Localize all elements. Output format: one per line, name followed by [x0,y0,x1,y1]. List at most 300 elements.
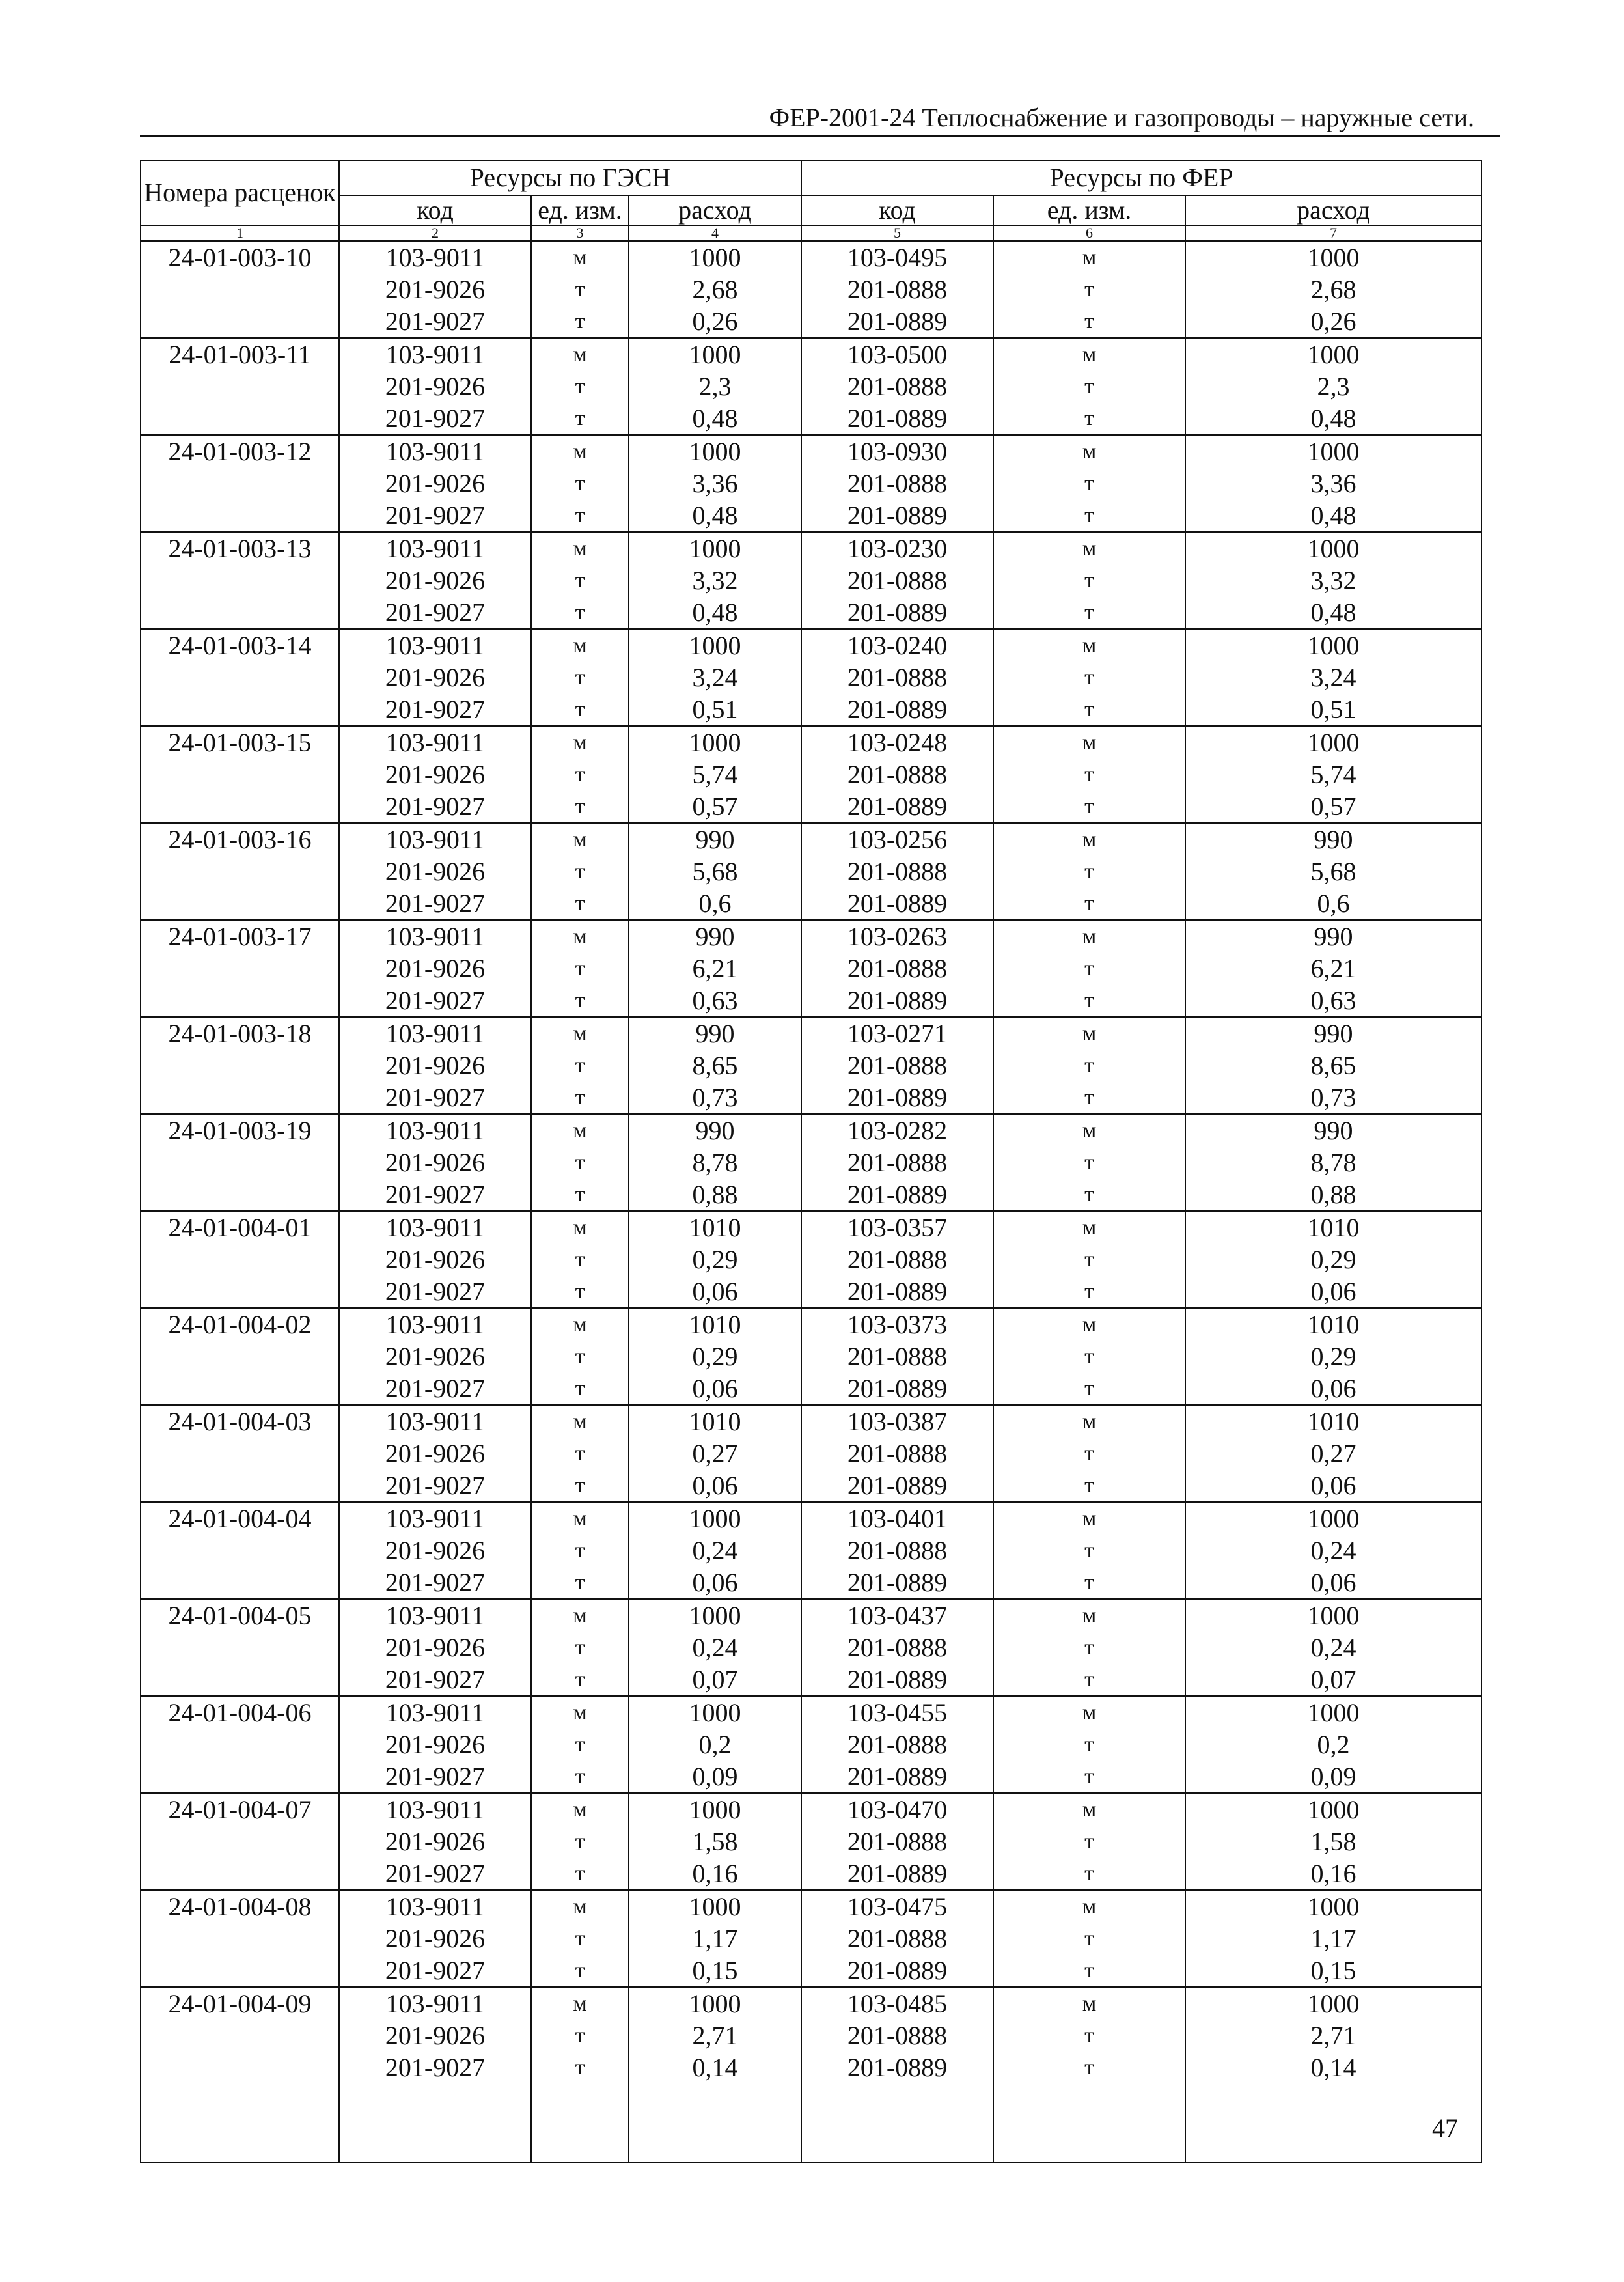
empty-cell [993,2083,1185,2162]
fer-unit-cell: м [993,1405,1185,1438]
table-row [141,1793,1481,1826]
gesn-qty-cell: 1,58 [629,1826,801,1858]
fer-unit-cell: м [993,823,1185,856]
fer-unit-cell: т [993,467,1185,499]
fer-code-cell: 103-0500 [801,338,993,370]
col-group-gesn: Ресурсы по ГЭСН [339,160,801,195]
fer-qty-cell: 8,65 [1185,1050,1481,1081]
table-row [141,499,1481,532]
gesn-code-cell: 201-9026 [339,370,531,402]
gesn-code-cell: 201-9026 [339,1826,531,1858]
fer-qty-cell: 0,07 [1185,1663,1481,1696]
fer-qty-cell: 1000 [1185,1890,1481,1923]
fer-qty-cell: 0,24 [1185,1632,1481,1663]
fer-unit-cell: т [993,1858,1185,1890]
gesn-unit-cell: т [531,370,629,402]
gesn-unit-cell: т [531,564,629,596]
gesn-unit-cell: м [531,1405,629,1438]
gesn-qty-cell: 0,16 [629,1858,801,1890]
fer-qty-cell: 0,2 [1185,1729,1481,1760]
fer-code-cell: 201-0889 [801,596,993,629]
fer-unit-cell: т [993,1147,1185,1178]
fer-unit-cell: м [993,241,1185,273]
gesn-code-cell: 103-9011 [339,1696,531,1729]
gesn-code-cell: 201-9027 [339,1372,531,1405]
fer-qty-cell: 1000 [1185,532,1481,564]
table-row [141,984,1481,1017]
fer-qty-cell: 0,48 [1185,499,1481,532]
gesn-qty-cell: 1000 [629,726,801,758]
table-row [141,920,1481,953]
fer-unit-cell: т [993,1826,1185,1858]
resources-table [140,160,1482,2163]
gesn-unit-cell: м [531,1308,629,1341]
col-index: 1 [141,225,339,241]
gesn-code-cell: 201-9027 [339,1081,531,1114]
fer-qty-cell: 990 [1185,823,1481,856]
fer-unit-cell: т [993,1372,1185,1405]
gesn-qty-cell: 1000 [629,338,801,370]
gesn-qty-cell: 0,88 [629,1178,801,1211]
gesn-qty-cell: 3,36 [629,467,801,499]
gesn-qty-cell: 6,21 [629,953,801,984]
table-row [141,532,1481,564]
gesn-code-cell: 201-9026 [339,564,531,596]
col-index: 4 [629,225,801,241]
gesn-code-cell: 103-9011 [339,823,531,856]
table-row [141,1050,1481,1081]
fer-qty-cell: 2,68 [1185,273,1481,305]
table-row [141,1923,1481,1955]
gesn-code-cell: 201-9027 [339,596,531,629]
gesn-qty-cell: 0,24 [629,1535,801,1566]
gesn-unit-cell: т [531,1372,629,1405]
fer-code-cell: 103-0470 [801,1793,993,1826]
fer-qty-cell: 1000 [1185,1987,1481,2020]
table-row [141,1599,1481,1632]
table-row [141,370,1481,402]
gesn-unit-cell: т [531,1147,629,1178]
table-row [141,467,1481,499]
gesn-unit-cell: м [531,1114,629,1147]
col-header-fer-unit: ед. изм. [993,195,1185,225]
col-header-gesn-code: код [339,195,531,225]
table-row [141,1696,1481,1729]
gesn-code-cell: 201-9027 [339,1955,531,1987]
fer-code-cell: 103-0485 [801,1987,993,2020]
gesn-qty-cell: 0,73 [629,1081,801,1114]
fer-unit-cell: м [993,1114,1185,1147]
gesn-qty-cell: 0,06 [629,1469,801,1502]
fer-qty-cell: 0,29 [1185,1341,1481,1372]
gesn-code-cell: 103-9011 [339,920,531,953]
gesn-code-cell: 201-9027 [339,1858,531,1890]
gesn-qty-cell: 1000 [629,1890,801,1923]
fer-unit-cell: м [993,1696,1185,1729]
gesn-unit-cell: м [531,435,629,467]
gesn-unit-cell: т [531,596,629,629]
fer-unit-cell: т [993,1050,1185,1081]
fer-qty-cell: 0,16 [1185,1858,1481,1890]
gesn-qty-cell: 0,51 [629,693,801,726]
gesn-code-cell: 103-9011 [339,241,531,273]
gesn-unit-cell: т [531,953,629,984]
table-row [141,629,1481,661]
fer-unit-cell: т [993,758,1185,790]
gesn-code-cell: 103-9011 [339,532,531,564]
fer-code-cell: 201-0888 [801,1826,993,1858]
gesn-code-cell: 201-9026 [339,1632,531,1663]
gesn-unit-cell: т [531,1050,629,1081]
gesn-unit-cell: м [531,1211,629,1244]
rate-number: 24-01-003-17 [141,920,339,1017]
fer-code-cell: 201-0889 [801,499,993,532]
fer-qty-cell: 0,06 [1185,1469,1481,1502]
gesn-code-cell: 201-9027 [339,499,531,532]
page-header: ФЕР-2001-24 Теплоснабжение и газопроводы – наружные сети. [769,103,1474,132]
fer-code-cell: 103-0230 [801,532,993,564]
fer-code-cell: 201-0889 [801,305,993,338]
fer-qty-cell: 3,32 [1185,564,1481,596]
fer-unit-cell: м [993,1308,1185,1341]
fer-qty-cell: 0,09 [1185,1760,1481,1793]
gesn-qty-cell: 0,06 [629,1372,801,1405]
gesn-unit-cell: т [531,467,629,499]
fer-unit-cell: т [993,790,1185,823]
fer-qty-cell: 0,27 [1185,1438,1481,1469]
gesn-qty-cell: 0,63 [629,984,801,1017]
gesn-code-cell: 201-9027 [339,790,531,823]
fer-unit-cell: т [993,1760,1185,1793]
gesn-code-cell: 103-9011 [339,1405,531,1438]
gesn-code-cell: 103-9011 [339,338,531,370]
gesn-unit-cell: м [531,823,629,856]
gesn-unit-cell: т [531,661,629,693]
fer-qty-cell: 0,88 [1185,1178,1481,1211]
fer-qty-cell: 3,36 [1185,467,1481,499]
table-row [141,435,1481,467]
table-row [141,726,1481,758]
gesn-unit-cell: т [531,402,629,435]
gesn-qty-cell: 990 [629,1017,801,1050]
gesn-unit-cell: т [531,1632,629,1663]
table-row [141,953,1481,984]
fer-qty-cell: 0,26 [1185,305,1481,338]
fer-qty-cell: 1000 [1185,241,1481,273]
fer-unit-cell: т [993,1923,1185,1955]
gesn-qty-cell: 0,07 [629,1663,801,1696]
fer-qty-cell: 2,71 [1185,2020,1481,2052]
fer-code-cell: 201-0889 [801,402,993,435]
table-row [141,758,1481,790]
fer-unit-cell: т [993,1632,1185,1663]
gesn-qty-cell: 5,68 [629,856,801,887]
gesn-qty-cell: 0,2 [629,1729,801,1760]
table-row [141,1244,1481,1275]
table-row [141,1275,1481,1308]
rate-number: 24-01-003-10 [141,241,339,338]
gesn-qty-cell: 1000 [629,241,801,273]
gesn-qty-cell: 3,24 [629,661,801,693]
fer-unit-cell: т [993,564,1185,596]
gesn-qty-cell: 0,29 [629,1244,801,1275]
fer-code-cell: 201-0888 [801,661,993,693]
table-row [141,1890,1481,1923]
rate-number: 24-01-003-16 [141,823,339,920]
fer-unit-cell: т [993,1955,1185,1987]
fer-qty-cell: 1000 [1185,435,1481,467]
fer-qty-cell: 8,78 [1185,1147,1481,1178]
fer-code-cell: 103-0357 [801,1211,993,1244]
gesn-qty-cell: 0,57 [629,790,801,823]
gesn-qty-cell: 0,48 [629,499,801,532]
gesn-qty-cell: 0,26 [629,305,801,338]
fer-qty-cell: 1000 [1185,1502,1481,1535]
gesn-qty-cell: 990 [629,823,801,856]
gesn-code-cell: 103-9011 [339,1599,531,1632]
gesn-code-cell: 201-9026 [339,1147,531,1178]
table-row [141,338,1481,370]
gesn-unit-cell: т [531,1663,629,1696]
fer-code-cell: 201-0888 [801,1632,993,1663]
fer-qty-cell: 1000 [1185,1793,1481,1826]
table-row [141,1341,1481,1372]
fer-unit-cell: м [993,338,1185,370]
gesn-unit-cell: т [531,499,629,532]
gesn-code-cell: 201-9026 [339,1438,531,1469]
fer-unit-cell: т [993,1729,1185,1760]
fer-unit-cell: м [993,1987,1185,2020]
gesn-qty-cell: 2,3 [629,370,801,402]
fer-unit-cell: т [993,1341,1185,1372]
gesn-code-cell: 201-9026 [339,1535,531,1566]
fer-code-cell: 103-0401 [801,1502,993,1535]
fer-qty-cell: 1000 [1185,726,1481,758]
table-row [141,273,1481,305]
table-row [141,1178,1481,1211]
col-index: 7 [1185,225,1481,241]
gesn-unit-cell: т [531,1469,629,1502]
gesn-code-cell: 201-9026 [339,1050,531,1081]
gesn-unit-cell: м [531,1793,629,1826]
rate-number: 24-01-004-06 [141,1696,339,1793]
fer-qty-cell: 6,21 [1185,953,1481,984]
gesn-code-cell: 103-9011 [339,1502,531,1535]
gesn-qty-cell: 0,14 [629,2052,801,2083]
table-row [141,596,1481,629]
gesn-code-cell: 103-9011 [339,726,531,758]
table-row [141,1858,1481,1890]
gesn-unit-cell: м [531,1696,629,1729]
gesn-code-cell: 201-9027 [339,1760,531,1793]
fer-unit-cell: т [993,305,1185,338]
fer-qty-cell: 0,24 [1185,1535,1481,1566]
gesn-qty-cell: 0,27 [629,1438,801,1469]
fer-unit-cell: т [993,887,1185,920]
gesn-code-cell: 201-9026 [339,1923,531,1955]
gesn-code-cell: 103-9011 [339,1890,531,1923]
fer-code-cell: 103-0282 [801,1114,993,1147]
gesn-unit-cell: т [531,1566,629,1599]
fer-code-cell: 201-0888 [801,467,993,499]
table-row [141,1955,1481,1987]
fer-qty-cell: 990 [1185,920,1481,953]
fer-code-cell: 201-0889 [801,1663,993,1696]
gesn-qty-cell: 1000 [629,435,801,467]
gesn-unit-cell: м [531,1890,629,1923]
gesn-code-cell: 201-9026 [339,953,531,984]
table-row [141,1114,1481,1147]
fer-code-cell: 201-0888 [801,1729,993,1760]
fer-code-cell: 103-0240 [801,629,993,661]
fer-unit-cell: м [993,920,1185,953]
fer-qty-cell: 0,06 [1185,1275,1481,1308]
fer-unit-cell: м [993,1502,1185,1535]
col-header-gesn-unit: ед. изм. [531,195,629,225]
fer-code-cell: 103-0495 [801,241,993,273]
col-header-fer-code: код [801,195,993,225]
gesn-unit-cell: м [531,338,629,370]
fer-qty-cell: 5,68 [1185,856,1481,887]
table-row [141,1987,1481,2020]
table-row [141,887,1481,920]
table-row [141,1502,1481,1535]
table-row [141,2020,1481,2052]
gesn-code-cell: 103-9011 [339,1017,531,1050]
empty-cell [629,2083,801,2162]
fer-code-cell: 201-0888 [801,1244,993,1275]
gesn-qty-cell: 0,15 [629,1955,801,1987]
fer-code-cell: 201-0889 [801,1081,993,1114]
gesn-unit-cell: м [531,1987,629,2020]
gesn-code-cell: 201-9027 [339,1469,531,1502]
gesn-qty-cell: 1000 [629,1599,801,1632]
gesn-qty-cell: 0,06 [629,1566,801,1599]
gesn-code-cell: 201-9027 [339,305,531,338]
col-header-numbers: Номера расценок [141,160,339,225]
table-filler-row [141,2083,1481,2162]
fer-code-cell: 201-0889 [801,790,993,823]
gesn-qty-cell: 2,68 [629,273,801,305]
gesn-unit-cell: т [531,273,629,305]
table-row [141,402,1481,435]
fer-code-cell: 201-0889 [801,2052,993,2083]
fer-qty-cell: 0,6 [1185,887,1481,920]
gesn-code-cell: 201-9027 [339,887,531,920]
gesn-unit-cell: м [531,1502,629,1535]
fer-unit-cell: т [993,1535,1185,1566]
gesn-qty-cell: 0,29 [629,1341,801,1372]
col-group-fer: Ресурсы по ФЕР [801,160,1481,195]
fer-qty-cell: 0,14 [1185,2052,1481,2083]
table-row [141,1826,1481,1858]
fer-unit-cell: м [993,726,1185,758]
fer-code-cell: 201-0889 [801,1858,993,1890]
gesn-unit-cell: м [531,241,629,273]
fer-unit-cell: т [993,953,1185,984]
gesn-qty-cell: 3,32 [629,564,801,596]
fer-code-cell: 103-0256 [801,823,993,856]
gesn-code-cell: 103-9011 [339,1987,531,2020]
table-body [141,241,1481,2162]
fer-unit-cell: т [993,1244,1185,1275]
fer-qty-cell: 0,57 [1185,790,1481,823]
empty-cell [339,2083,531,2162]
gesn-code-cell: 201-9027 [339,402,531,435]
gesn-code-cell: 103-9011 [339,1211,531,1244]
gesn-code-cell: 103-9011 [339,1114,531,1147]
fer-code-cell: 201-0888 [801,758,993,790]
fer-unit-cell: м [993,1017,1185,1050]
fer-code-cell: 201-0888 [801,1438,993,1469]
empty-cell [531,2083,629,2162]
gesn-code-cell: 201-9027 [339,1275,531,1308]
fer-code-cell: 201-0888 [801,1341,993,1372]
gesn-code-cell: 103-9011 [339,1793,531,1826]
gesn-qty-cell: 5,74 [629,758,801,790]
gesn-qty-cell: 0,24 [629,1632,801,1663]
fer-unit-cell: т [993,1438,1185,1469]
fer-code-cell: 201-0888 [801,953,993,984]
gesn-code-cell: 201-9027 [339,984,531,1017]
rate-number: 24-01-004-03 [141,1405,339,1502]
fer-unit-cell: т [993,2052,1185,2083]
gesn-code-cell: 201-9026 [339,661,531,693]
fer-code-cell: 201-0888 [801,2020,993,2052]
fer-unit-cell: т [993,1469,1185,1502]
rate-number: 24-01-004-01 [141,1211,339,1308]
table-row [141,856,1481,887]
fer-unit-cell: т [993,856,1185,887]
fer-unit-cell: т [993,984,1185,1017]
fer-code-cell: 201-0889 [801,1469,993,1502]
table-row [141,1147,1481,1178]
fer-unit-cell: т [993,596,1185,629]
fer-qty-cell: 0,06 [1185,1372,1481,1405]
fer-qty-cell: 1010 [1185,1211,1481,1244]
gesn-code-cell: 201-9026 [339,758,531,790]
fer-qty-cell: 0,48 [1185,596,1481,629]
gesn-unit-cell: т [531,2052,629,2083]
table-row [141,2052,1481,2083]
fer-code-cell: 201-0889 [801,984,993,1017]
fer-qty-cell: 0,06 [1185,1566,1481,1599]
table-row [141,661,1481,693]
gesn-qty-cell: 0,06 [629,1275,801,1308]
gesn-qty-cell: 0,48 [629,596,801,629]
fer-qty-cell: 0,63 [1185,984,1481,1017]
gesn-code-cell: 201-9027 [339,2052,531,2083]
table-row [141,790,1481,823]
gesn-qty-cell: 1000 [629,629,801,661]
gesn-code-cell: 201-9027 [339,1663,531,1696]
fer-unit-cell: т [993,370,1185,402]
fer-code-cell: 201-0888 [801,1923,993,1955]
fer-qty-cell: 1010 [1185,1308,1481,1341]
gesn-unit-cell: т [531,1955,629,1987]
header-rule [140,135,1500,137]
gesn-qty-cell: 1000 [629,532,801,564]
gesn-unit-cell: т [531,693,629,726]
fer-qty-cell: 0,48 [1185,402,1481,435]
gesn-qty-cell: 990 [629,1114,801,1147]
fer-unit-cell: м [993,629,1185,661]
fer-code-cell: 201-0888 [801,1147,993,1178]
table-row [141,823,1481,856]
fer-qty-cell: 5,74 [1185,758,1481,790]
rate-number: 24-01-003-12 [141,435,339,532]
col-index: 3 [531,225,629,241]
